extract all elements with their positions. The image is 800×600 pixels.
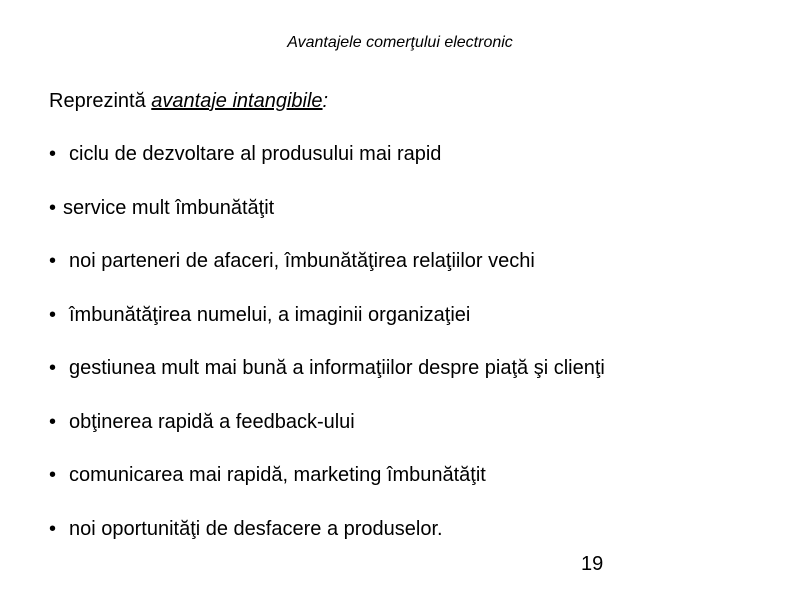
intro-emphasis: avantaje intangibile [151,90,323,112]
bullet-icon: • [49,143,57,165]
list-item-text: comunicarea mai rapidă, marketing îmbunătăţit [69,464,486,486]
bullet-icon: • [49,410,57,433]
list-item-text: obţinerea rapidă a feedback-ului [69,410,355,433]
list-item [49,196,605,250]
bullet-icon: • [49,357,57,379]
list-item-text: service mult îmbunătăţit [63,196,275,219]
bullet-icon: • [49,464,57,486]
intro-prefix: Reprezintă [49,90,152,112]
list-item [49,303,605,357]
list-item [49,249,605,303]
bullet-icon: • [49,303,57,326]
page-number: 19 [581,553,604,575]
list-item [49,463,605,517]
slide-title: Avantajele comerţului electronic [287,34,513,51]
advantages-list [49,142,605,570]
list-item [49,142,605,196]
bullet-icon: • [49,517,57,540]
list-item [49,356,605,410]
bullet-icon: • [49,196,57,219]
list-item [49,410,605,464]
list-item-text: gestiunea mult mai bună a informaţiilor despre piaţă şi clienţi [69,357,605,379]
list-item [49,517,605,571]
list-item-text: ciclu de dezvoltare al produsului mai rapid [69,143,442,165]
intro-line [49,89,328,113]
bullet-icon: • [49,250,57,272]
list-item-text: noi oportunităţi de desfacere a produselor. [69,517,443,540]
list-item-text: noi parteneri de afaceri, îmbunătăţirea relaţiilor vechi [69,250,535,272]
intro-suffix: : [322,90,329,112]
list-item-text: îmbunătăţirea numelui, a imaginii organizaţiei [69,303,471,326]
